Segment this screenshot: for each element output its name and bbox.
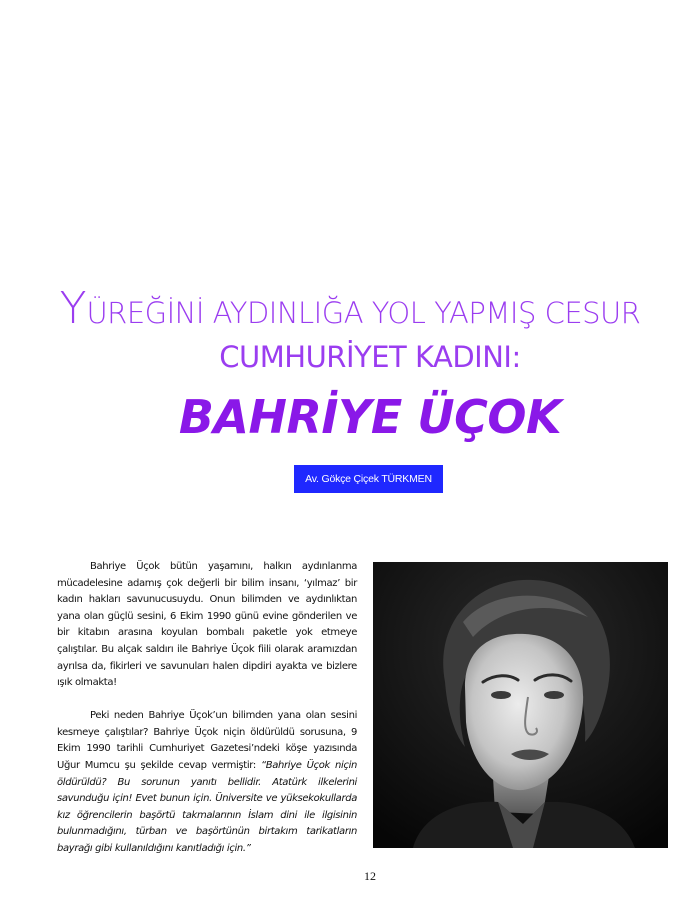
page-number: 12 [364,869,376,883]
title-line-1 [0,283,700,334]
article-subject-name: BAHRİYE ÜÇOK [178,390,562,444]
paragraph-2 [57,708,357,857]
paragraph-1: Bahriye Üçok bütün yaşamını, halkın aydınlanma mücadelesine adamış çok değerli bir bilim insanı, ‘yılmaz’ bir kadın hakları savunucusuydu. Onun bilimden ve aydınlıktan yana olan güçlü sesini, 6 Ekim 1990 günü evine gönderilen ve bir kitabın arasına koyulan bombalı paketle yok etmeye çalıştılar. Bu alçak saldırı ile Bahriye Üçok fiili olarak aramızdan ayrılsa da, fikirleri ve savunuları halen dipdiri ayakta ve bizlere ışık olmakta! [57,561,357,689]
article-body [57,559,357,858]
title-initial: Y [59,283,87,334]
paragraph-2-text: Peki neden Bahriye Üçok’un bilimden yana olan sesini kesmeye çalıştılar? Bahriye Üçok niçin öldürüldü sorusuna, 9 Ekim 1990 tarihli Cumhuriyet Gazetesi’ndeki köşe yazısında Uğur Mumcu şu şekilde cevap vermiştir: [57,710,357,772]
portrait-image [373,562,668,848]
author-badge: Av. Gökçe Çiçek TÜRKMEN [294,465,443,493]
title-line-1-text: ÜREĞİNİ AYDINLIĞA YOL YAPMIŞ CESUR [86,296,641,330]
title-line-2: CUMHURİYET KADINI: [219,340,521,374]
portrait-photo [373,562,668,848]
mumcu-quote: “Bahriye Üçok niçin öldürüldü? Bu sorunun yanıtı bellidir. Atatürk ilkelerini savunduğu için! Evet bunun için. Üniversite ve yüksekokullarda kız öğrencilerin başörtü takmalarının İslam dini ile ilgisinin bulunmadığını, türban ve başörtünün birtakım tarikatların bayrağı gibi kullanıldığını kanıtladığı için.” [57,760,358,854]
